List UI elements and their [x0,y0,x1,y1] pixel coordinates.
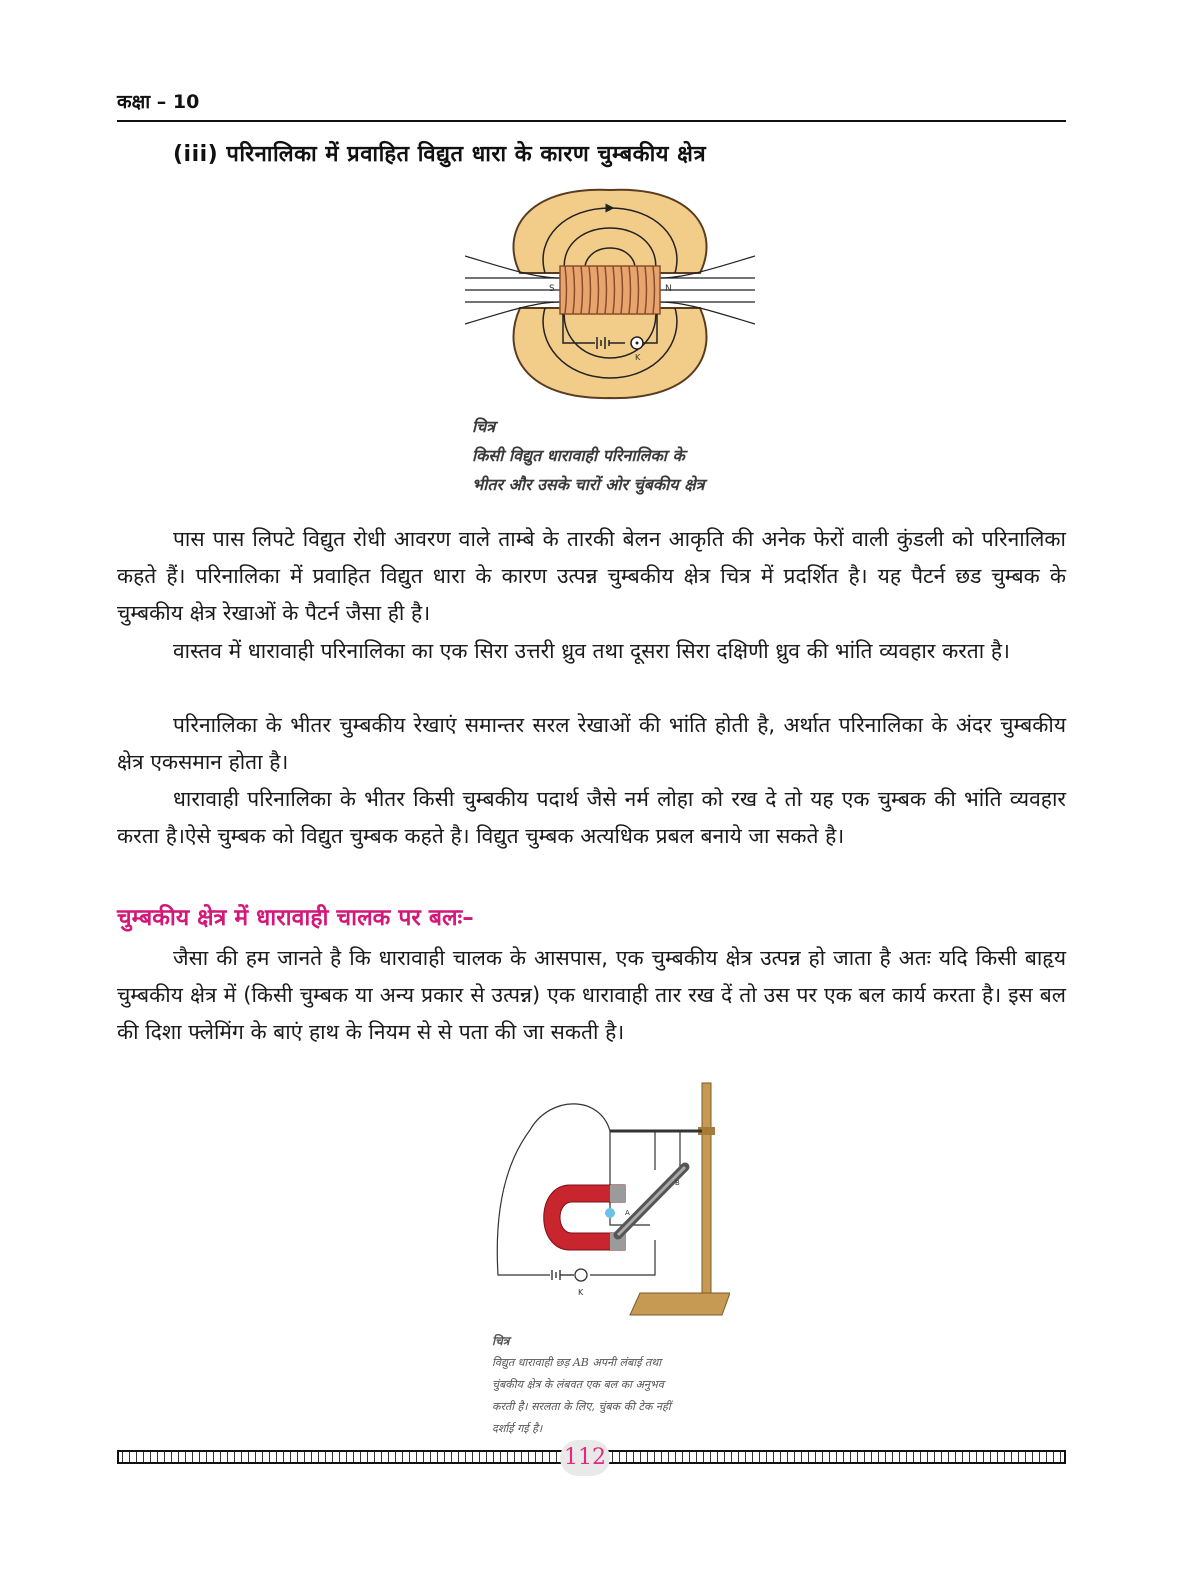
solenoid-field-figure [465,178,755,408]
paragraph-electromagnet: धारावाही परिनालिका के भीतर किसी चुम्बकीय पदार्थ जैसे नर्म लोहा को रख दे तो यह एक चुम्बक की भांति व्यवहार करता है।ऐसे चुम्बक को विद्युत चुम्बक कहते है। विद्युत चुम्बक अत्यधिक प्रबल बनाये जा सकते है। [117,787,1066,848]
figure2-caption-label: चित्र [492,1334,510,1348]
figure2-caption-line: चुंबकीय क्षेत्र के लंबवत एक बल का अनुभव [492,1378,664,1391]
paragraph-force: जैसा की हम जानते है कि धारावाही चालक के आसपास, एक चुम्बकीय क्षेत्र उत्पन्न हो जाता है अतः यदि किसी बाहृय चुम्बकीय क्षेत्र में (किसी चुम्बक या अन्य प्रकार से उत्पन्न) एक धारावाही तार रख दें तो उस पर एक बल कार्य करता है। इस बल की दिशा फ्लेमिंग के बाएं हाथ के नियम से से पता की जा सकती है। [117,946,1066,1044]
class-label: कक्षा – 10 [117,91,200,113]
figure2-caption-line: करती है। सरलता के लिए, चुंबक की टेक नहीं [492,1400,671,1413]
force-subheading: चुम्बकीय क्षेत्र में धारावाही चालक पर बलः– [117,905,474,931]
figure1-caption-line: किसी विद्युत धारावाही परिनालिका के [472,446,685,465]
figure2-caption-line: दर्शाई गई है। [492,1422,543,1435]
paragraph-solenoid-definition: पास पास लिपटे विद्युत रोधी आवरण वाले ताम्बे के तारकी बेलन आकृति की अनेक फेरों वाली कुंडली को परिनालिका कहते हैं। परिनालिका में प्रवाहित विद्युत धारा के कारण उत्पन्न चुम्बकीय क्षेत्र चित्र में प्रदर्शित है। यह पैटर्न छड चुम्बक के चुम्बकीय क्षेत्र रेखाओं के पैटर्न जैसा ही है। [117,527,1066,625]
paragraph-uniform-field: परिनालिका के भीतर चुम्बकीय रेखाएं समान्तर सरल रेखाओं की भांति होती है, अर्थात परिनालिका के अंदर चुम्बकीय क्षेत्र एकसमान होता है। [117,713,1066,774]
figure2-caption [492,1330,762,1440]
figure1-caption-label: चित्र [472,417,496,436]
figure2-caption-line: विद्युत धारावाही छड़ AB अपनी लंबाई तथा [492,1356,662,1369]
figure1-caption [472,412,792,499]
pole-n-label: N [665,284,672,294]
header-rule [117,120,1066,122]
key-k-label: K [578,1288,584,1297]
paragraph-poles: वास्तव में धारावाही परिनालिका का एक सिरा उत्तरी ध्रुव तथा दूसरा सिरा दक्षिणी ध्रुव की भांति व्यवहार करता है। [173,639,1010,663]
pole-s-label: S [549,284,555,294]
figure1-caption-line: भीतर और उसके चारों ओर चुंबकीय क्षेत्र [472,475,705,494]
key-icon [575,1269,587,1281]
rod-a-label: A [625,1209,630,1217]
force-on-conductor-figure [490,1075,730,1330]
key-k-label: K [635,353,641,362]
page-number: 112 [560,1440,610,1476]
rod-b-label: B [675,1179,680,1187]
section-heading: (iii) परिनालिका में प्रवाहित विद्युत धारा के कारण चुम्बकीय क्षेत्र [173,142,707,167]
